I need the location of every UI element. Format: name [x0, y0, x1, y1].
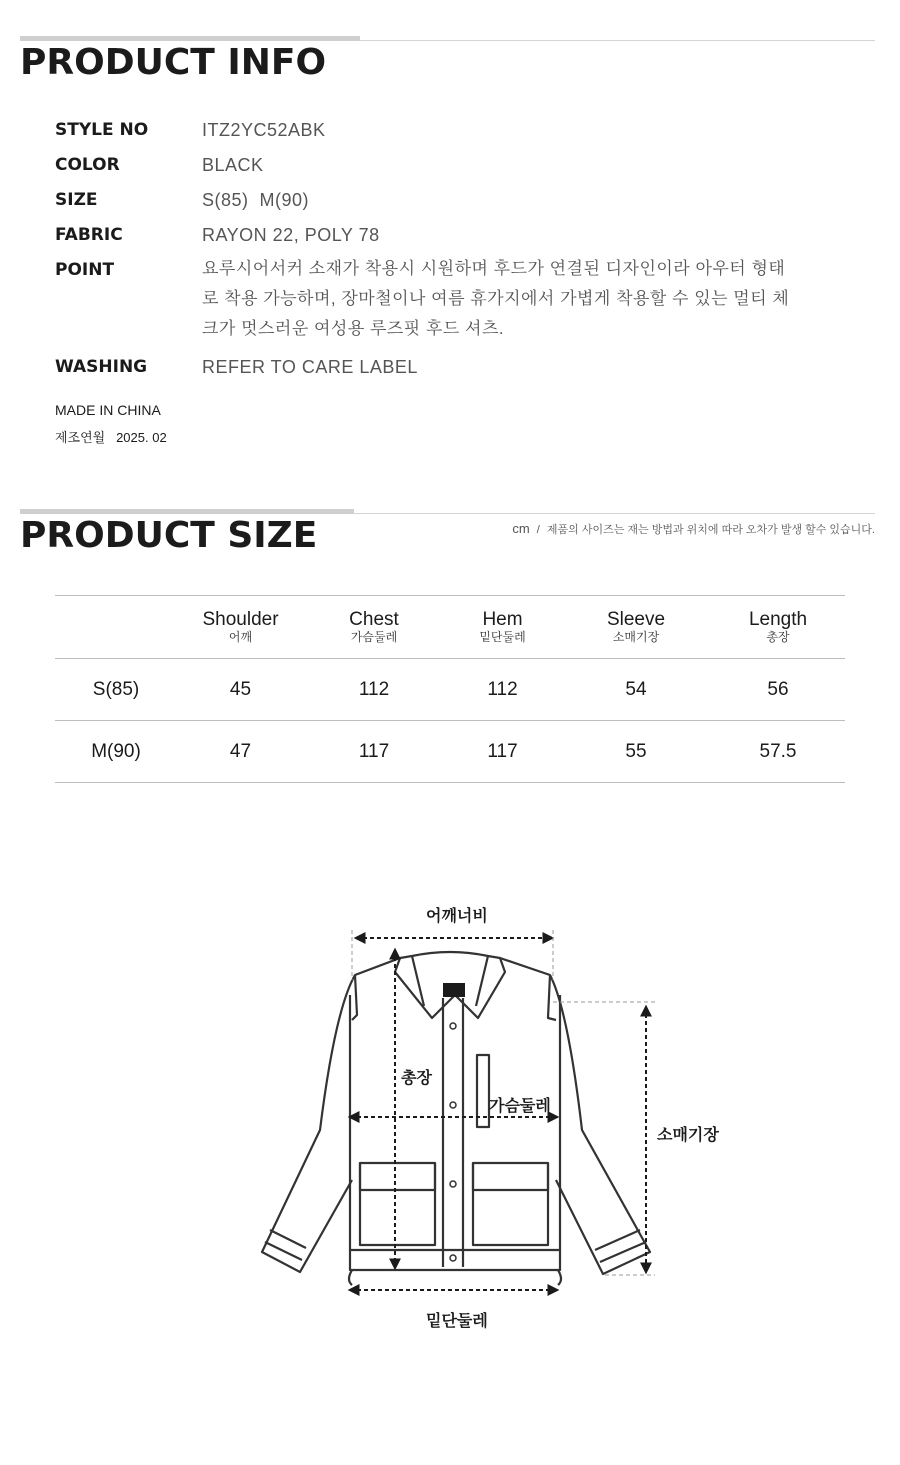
- header-sleeve: Sleeve 소매기장: [561, 596, 711, 659]
- product-info-title: PRODUCT INFO: [20, 42, 327, 83]
- info-row-size: [55, 190, 309, 211]
- value-cell: 57.5: [711, 721, 845, 783]
- brand-tag: [443, 983, 465, 997]
- value-cell: 54: [561, 659, 711, 721]
- section-divider-accent: [20, 36, 360, 41]
- info-value: BLACK: [202, 155, 264, 175]
- value-cell: 55: [561, 721, 711, 783]
- info-row-color: [55, 155, 264, 176]
- table-row: [55, 659, 845, 721]
- length-label: 총장: [401, 1070, 432, 1087]
- size-cell: M(90): [55, 721, 177, 783]
- info-row-fabric: [55, 225, 380, 246]
- table-row: [55, 721, 845, 783]
- value-cell: 45: [177, 659, 304, 721]
- shoulder-label: 어깨너비: [426, 908, 488, 925]
- info-label: COLOR: [55, 155, 120, 175]
- value-cell: 47: [177, 721, 304, 783]
- sleeve-label: 소매기장: [657, 1127, 719, 1144]
- info-row-style: [55, 120, 326, 141]
- info-label: STYLE NO: [55, 120, 149, 140]
- size-disclaimer: 제품의 사이즈는 재는 방법과 위치에 따라 오차가 발생 할수 있습니다.: [546, 524, 875, 536]
- info-row-washing: [55, 357, 418, 378]
- section-divider-accent: [20, 509, 354, 514]
- product-size-title: PRODUCT SIZE: [20, 515, 318, 556]
- info-row-point: [55, 260, 802, 344]
- size-cell: S(85): [55, 659, 177, 721]
- info-value: REFER TO CARE LABEL: [202, 357, 418, 377]
- header-length: Length 총장: [711, 596, 845, 659]
- chest-label: 가슴둘레: [489, 1098, 551, 1115]
- buttons: [450, 1023, 456, 1261]
- header-shoulder: Shoulder 어깨: [177, 596, 304, 659]
- hem-label: 밑단둘레: [426, 1313, 488, 1330]
- info-value: S(85) M(90): [202, 190, 310, 210]
- header-chest: Chest 가슴둘레: [304, 596, 444, 659]
- info-label: POINT: [55, 260, 115, 280]
- size-table: [55, 595, 845, 783]
- size-note: cm / 제품의 사이즈는 재는 방법과 위치에 따라 오차가 발생 할수 있습니다.: [512, 521, 875, 536]
- value-cell: 117: [444, 721, 561, 783]
- made-in-text: MADE IN CHINA: [55, 402, 161, 418]
- value-cell: 117: [304, 721, 444, 783]
- info-label: WASHING: [55, 357, 148, 377]
- info-label: FABRIC: [55, 225, 123, 245]
- value-cell: 56: [711, 659, 845, 721]
- manufactured-date: 제조연월 2025. 02: [55, 430, 167, 445]
- jacket-measurement-diagram: [0, 880, 900, 1350]
- value-cell: 112: [304, 659, 444, 721]
- info-label: SIZE: [55, 190, 98, 210]
- info-value: RAYON 22, POLY 78: [202, 225, 380, 245]
- value-cell: 112: [444, 659, 561, 721]
- info-value: ITZ2YC52ABK: [202, 120, 326, 140]
- header-hem: Hem 밑단둘레: [444, 596, 561, 659]
- unit-label: cm: [512, 521, 530, 536]
- info-value: 요루시어서커 소재가 착용시 시원하며 후드가 연결된 디자인이라 아우터 형태로 착용 가능하며, 장마철이나 여름 휴가지에서 가볍게 착용할 수 있는 멀티 체크가 멋스러운 여성용 루즈핏 후드 셔츠.: [202, 259, 790, 338]
- header-blank: [55, 596, 177, 659]
- size-table-header: [55, 596, 845, 659]
